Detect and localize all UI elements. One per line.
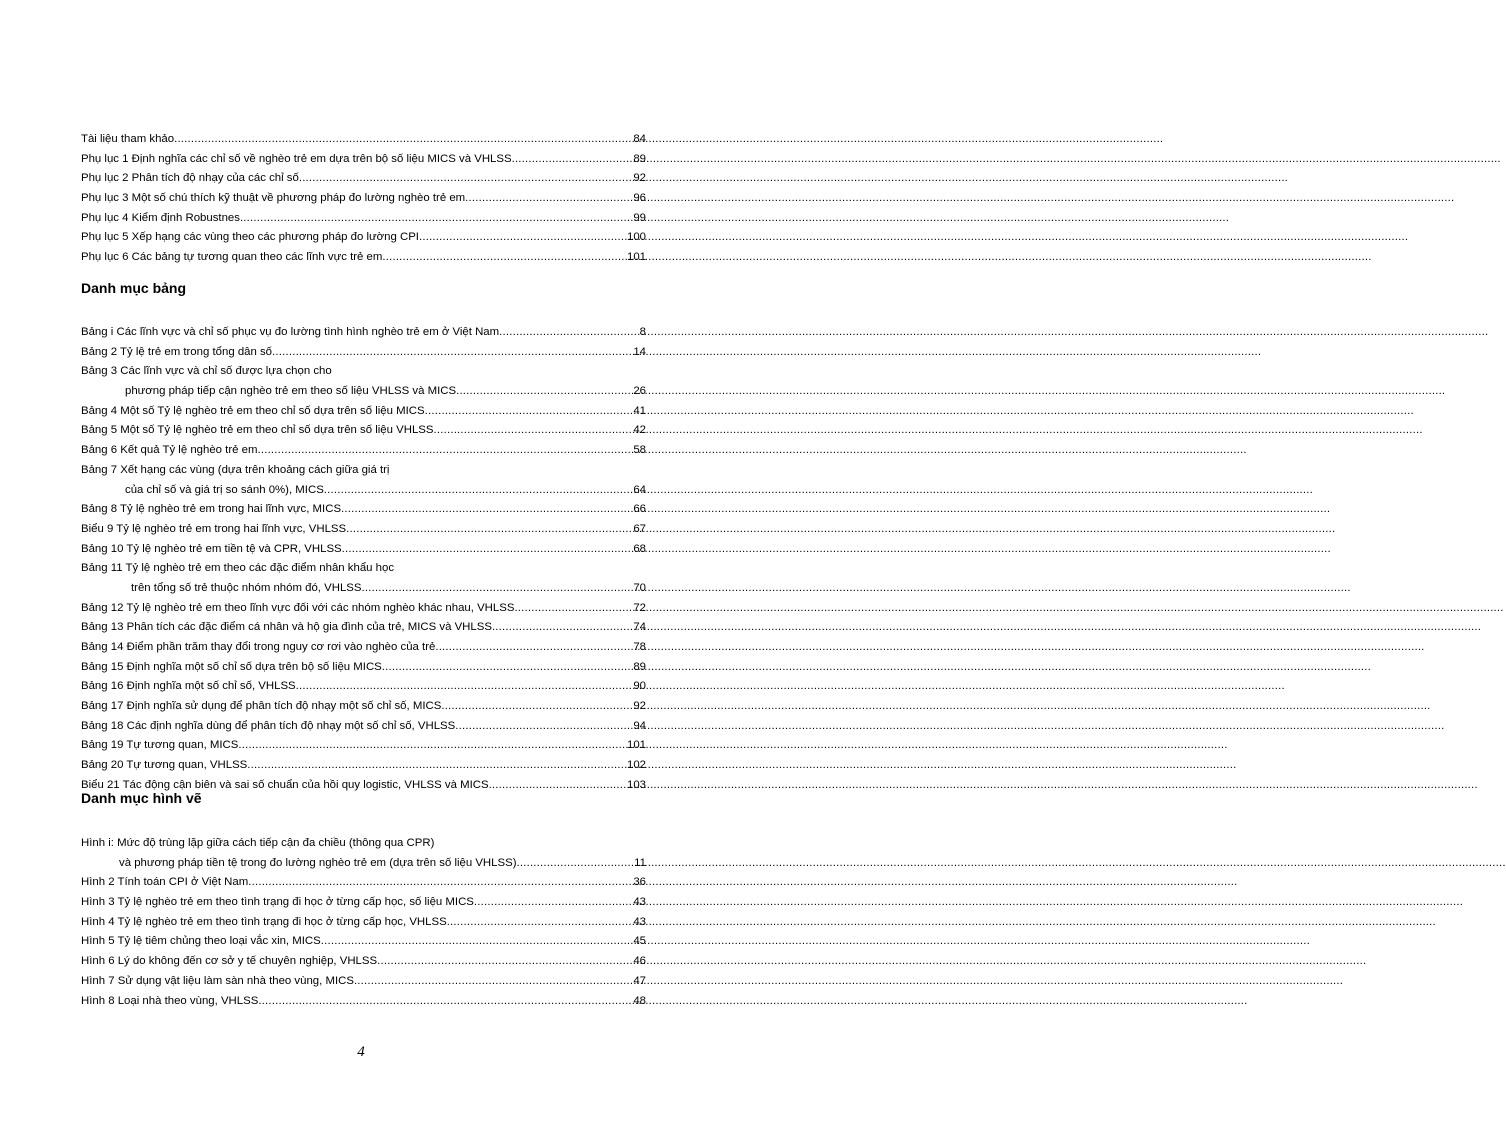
toc-entry[interactable]	[81, 441, 646, 461]
dot-leader	[434, 421, 633, 441]
toc-entry[interactable]	[81, 189, 646, 209]
dot-leader	[247, 756, 626, 776]
toc-entry[interactable]	[81, 677, 646, 697]
toc-entry[interactable]	[81, 130, 646, 150]
toc-entry[interactable]	[81, 382, 646, 402]
dot-leader	[346, 520, 632, 540]
toc-entry[interactable]	[81, 972, 646, 992]
toc-entry-page: 43	[633, 896, 646, 909]
toc-entry-title: Bảng 18 Các định nghĩa dùng để phân tích độ nhạy một số chỉ số, VHLSS	[81, 719, 456, 732]
dot-leader	[512, 150, 633, 170]
tables-list	[81, 323, 646, 796]
toc-entry-title: trên tổng số trẻ thuộc nhóm nhóm đó, VHLSS	[131, 581, 362, 594]
dot-leader	[377, 952, 632, 972]
toc-entry[interactable]	[81, 717, 646, 737]
toc-entry-page: 89	[633, 152, 646, 165]
toc-entry[interactable]	[81, 323, 646, 343]
toc-entry[interactable]	[81, 500, 646, 520]
toc-entry-title: Tài liệu tham khảo	[81, 133, 175, 145]
dot-leader	[174, 130, 632, 150]
toc-entry-page: 103	[626, 778, 646, 791]
toc-entry-first-line: Bảng 11 Tỷ lệ nghèo trẻ em theo các đặc điểm nhân khẩu học	[81, 562, 395, 575]
dot-leader	[474, 893, 632, 913]
toc-entry[interactable]	[81, 599, 646, 619]
dot-leader	[514, 599, 632, 619]
dot-leader	[238, 736, 626, 756]
dot-leader	[516, 854, 633, 874]
toc-entry-page: 78	[633, 641, 646, 653]
toc-entry-title: Bảng 4 Một số Tỷ lệ nghèo trẻ em theo chỉ số dựa trên số liệu MICS	[81, 404, 425, 417]
dot-leader	[492, 618, 632, 638]
toc-entry-page: 11	[634, 856, 646, 869]
toc-entry[interactable]	[81, 618, 646, 638]
toc-entry[interactable]	[81, 736, 646, 756]
toc-entry-page: 74	[633, 621, 646, 634]
dot-leader	[321, 932, 633, 952]
toc-entry-title: Phụ lục 4 Kiểm định Robustnes	[81, 211, 240, 224]
toc-entry-page: 101	[626, 739, 646, 752]
dot-leader	[299, 169, 633, 189]
toc-entry-title: Hình 2 Tính toán CPI ở Việt Nam	[81, 876, 249, 889]
toc-entry-page: 26	[633, 385, 646, 398]
toc-entry-page: 67	[633, 522, 646, 535]
toc-entry-title: Hình 8 Loại nhà theo vùng, VHLSS	[81, 994, 259, 1007]
toc-entry-title: Bảng 15 Định nghĩa một số chỉ số dựa trên bộ số liệu MICS	[81, 660, 382, 673]
toc-entry-page: 58	[633, 444, 646, 457]
tables-heading: Danh mục bảng	[81, 280, 187, 296]
toc-entry[interactable]	[81, 873, 646, 893]
dot-leader	[465, 189, 632, 209]
dot-leader	[455, 717, 632, 737]
dot-leader	[354, 972, 632, 992]
dot-leader	[342, 540, 633, 560]
toc-entry-title: Bảng i Các lĩnh vực và chỉ số phục vụ đo lường tình hình nghèo trẻ em ở Việt Nam	[81, 326, 500, 338]
dot-leader	[456, 382, 632, 402]
toc-entry-page: 99	[633, 211, 646, 224]
dot-leader	[382, 248, 626, 268]
toc-entry-title: Bảng 10 Tỷ lệ nghèo trẻ em tiền tệ và CPR, VHLSS	[81, 542, 342, 555]
toc-entry-title: Hình 4 Tỷ lệ nghèo trẻ em theo tình trạng đi học ở từng cấp học, VHLSS	[81, 915, 447, 928]
toc-entry-title: Hình 3 Tỷ lệ nghèo trẻ em theo tình trạng đi học ở từng cấp học, số liệu MICS	[81, 896, 474, 909]
toc-entry-page: 89	[633, 660, 646, 673]
toc-entry-page: 48	[633, 994, 646, 1007]
toc-entry[interactable]	[81, 150, 646, 170]
toc-entry-title: Bảng 20 Tự tương quan, VHLSS	[81, 759, 248, 772]
dot-leader	[324, 481, 633, 501]
toc-entry[interactable]	[81, 169, 646, 189]
toc-entry[interactable]	[81, 579, 646, 599]
toc-entry-page: 68	[633, 542, 646, 555]
toc-entry-title: Phụ lục 2 Phân tích độ nhạy của các chỉ số	[81, 172, 299, 185]
toc-entry[interactable]	[81, 952, 646, 972]
toc-entry[interactable]	[81, 228, 646, 248]
toc-entry-title: và phương pháp tiền tệ trong đo lường nghèo trẻ em (dựa trên số liệu VHLSS)	[119, 856, 517, 869]
toc-entry[interactable]	[81, 893, 646, 913]
toc-entry[interactable]	[81, 756, 646, 776]
toc-entry-title: Bảng 13 Phân tích các đặc điểm cá nhân và hộ gia đình của trẻ, MICS và VHLSS	[81, 621, 492, 634]
toc-entry-title: Bảng 16 Định nghĩa một số chỉ số, VHLSS	[81, 680, 296, 693]
toc-entry-title: Biểu 21 Tác động cận biên và sai số chuẩn của hồi quy logistic, VHLSS và MICS	[81, 778, 489, 791]
toc-entry-page: 64	[633, 483, 646, 496]
dot-leader	[361, 579, 632, 599]
dot-leader	[248, 873, 632, 893]
toc-entry-page: 101	[626, 251, 646, 264]
figures-list	[81, 834, 646, 1011]
toc-entry-first-line: Bảng 3 Các lĩnh vực và chỉ số được lựa chọn cho	[81, 365, 332, 378]
toc-entry-title: Hình 7 Sử dụng vật liệu làm sàn nhà theo vùng, MICS	[81, 974, 354, 987]
toc-entry[interactable]	[81, 520, 646, 540]
appendix-list	[81, 130, 646, 268]
toc-entry-page: 42	[633, 424, 646, 437]
dot-leader	[419, 228, 626, 248]
toc-entry-title: Bảng 14 Điểm phần trăm thay đổi trong nguy cơ rơi vào nghèo của trẻ	[81, 641, 436, 653]
dot-leader	[296, 677, 633, 697]
toc-entry[interactable]	[81, 209, 646, 229]
dot-leader	[489, 776, 626, 796]
page-number: 4	[357, 1044, 365, 1060]
toc-entry-page: 66	[633, 503, 646, 516]
toc-entry-page: 47	[633, 974, 646, 987]
toc-entry-page: 96	[633, 192, 646, 205]
dot-leader	[258, 992, 632, 1012]
toc-entry-title: của chỉ số và giá trị so sánh 0%), MICS	[125, 483, 324, 496]
toc-entry-page: 70	[633, 581, 646, 594]
toc-entry[interactable]	[81, 248, 646, 268]
toc-entry-title: Biểu 9 Tỷ lệ nghèo trẻ em trong hai lĩnh vực, VHLSS	[81, 522, 347, 535]
toc-entry-page: 36	[633, 876, 646, 889]
toc-entry[interactable]	[81, 638, 646, 658]
toc-entry[interactable]	[81, 992, 646, 1012]
toc-entry-page: 41	[633, 404, 646, 417]
figures-heading: Danh mục hình vẽ	[81, 790, 202, 806]
toc-entry-page: 72	[633, 601, 646, 614]
toc-entry-title: Bảng 6 Kết quả Tỷ lệ nghèo trẻ em	[81, 444, 258, 457]
toc-entry-title: Hình 6 Lý do không đến cơ sở y tế chuyên nghiệp, VHLSS	[81, 955, 378, 968]
toc-entry[interactable]	[81, 932, 646, 952]
dot-leader	[447, 913, 633, 933]
toc-entry-title: Phụ lục 3 Một số chú thích kỹ thuật về phương pháp đo lường nghèo trẻ em	[81, 192, 466, 205]
toc-entry-page: 92	[633, 700, 646, 713]
dot-leader	[441, 697, 632, 717]
toc-entry-title: Bảng 17 Định nghĩa sử dụng để phân tích độ nhạy một số chỉ số, MICS	[81, 700, 442, 713]
toc-entry-page: 14	[633, 345, 646, 358]
toc-entry-title: Bảng 8 Tỷ lệ nghèo trẻ em trong hai lĩnh vực, MICS	[81, 503, 342, 516]
toc-entry-page: 100	[626, 231, 646, 244]
toc-entry[interactable]	[81, 481, 646, 501]
toc-entry-page: 45	[633, 935, 646, 948]
toc-entry[interactable]	[81, 421, 646, 441]
toc-entry-page: 102	[626, 759, 646, 772]
toc-entry[interactable]	[81, 913, 646, 933]
toc-entry-page: 46	[633, 955, 646, 968]
dot-leader	[499, 323, 639, 343]
dot-leader	[425, 402, 633, 422]
toc-entry-title: Phụ lục 6 Các bảng tự tương quan theo các lĩnh vực trẻ em	[81, 251, 383, 264]
toc-entry-title: Bảng 2 Tỷ lệ trẻ em trong tổng dân số	[81, 345, 273, 358]
toc-entry[interactable]	[81, 343, 646, 363]
toc-entry[interactable]	[81, 697, 646, 717]
toc-entry-page: 90	[633, 680, 646, 693]
toc-entry-title: Bảng 19 Tự tương quan, MICS	[81, 739, 239, 752]
toc-entry-first-line: Hình i: Mức độ trùng lặp giữa cách tiếp cận đa chiều (thông qua CPR)	[81, 837, 435, 849]
dot-leader	[435, 638, 632, 658]
toc-entry-title: phương pháp tiếp cận nghèo trẻ em theo số liệu VHLSS và MICS	[125, 385, 457, 398]
dot-leader	[272, 343, 632, 363]
toc-entry-title: Bảng 5 Một số Tỷ lệ nghèo trẻ em theo chỉ số dựa trên số liệu VHLSS	[81, 424, 434, 437]
toc-entry-first-line: Bảng 7 Xết hạng các vùng (dựa trên khoảng cách giữa giá trị	[81, 463, 390, 476]
toc-entry-page: 8	[639, 326, 646, 338]
toc-entry-page: 92	[633, 172, 646, 185]
dot-leader	[382, 658, 633, 678]
toc-entry-title: Hình 5 Tỷ lệ tiêm chủng theo loại vắc xin, MICS	[81, 935, 321, 948]
toc-entry[interactable]	[81, 854, 646, 874]
toc-entry[interactable]	[81, 540, 646, 560]
toc-entry-title: Bảng 12 Tỷ lệ nghèo trẻ em theo lĩnh vực đối với các nhóm nghèo khác nhau, VHLSS	[81, 601, 515, 614]
toc-entry[interactable]	[81, 658, 646, 678]
toc-entry-page: 94	[633, 719, 646, 732]
dot-leader	[240, 209, 632, 229]
toc-entry-title: Phụ lục 1 Định nghĩa các chỉ số về nghèo trẻ em dựa trên bộ số liệu MICS và VHLSS	[81, 152, 512, 165]
toc-entry[interactable]	[81, 402, 646, 422]
dot-leader	[341, 500, 632, 520]
toc-entry-title: Phụ lục 5 Xếp hạng các vùng theo các phương pháp đo lường CPI	[81, 231, 419, 244]
dot-leader	[257, 441, 632, 461]
toc-entry-page: 84	[633, 133, 646, 145]
toc-entry-page: 43	[633, 915, 646, 928]
